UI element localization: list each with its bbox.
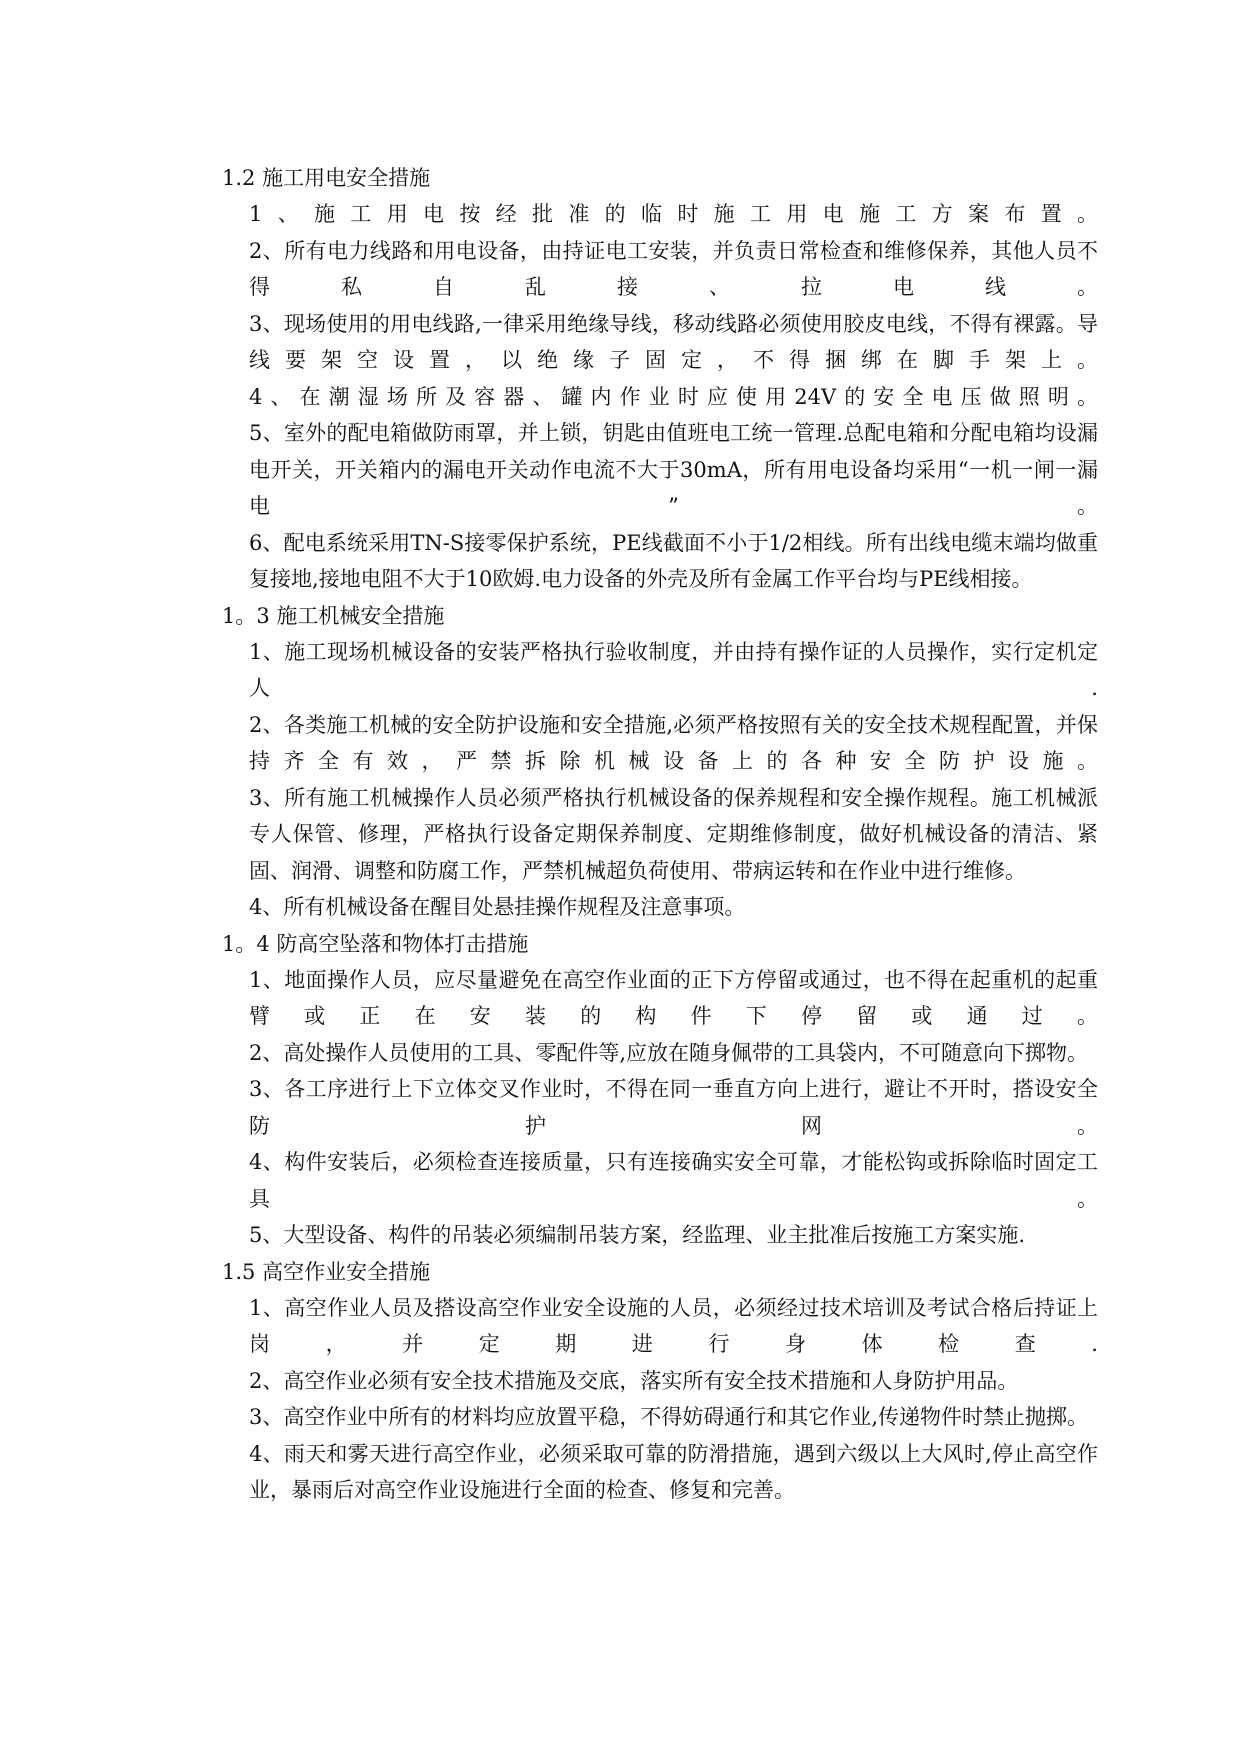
section-heading: 1。3 施工机械安全措施 [222,603,445,628]
paragraph: 3、现场使用的用电线路,一律采用绝缘导线，移动线路必须使用胶皮电线，不得有裸露。导线要架空设置，以绝缘子固定，不得捆绑在脚手架上。 [249,311,1098,372]
section-heading: 1。4 防高空坠落和物体打击措施 [222,931,529,956]
paragraph: 2、高处操作人员使用的工具、零配件等,应放在随身佩带的工具袋内，不可随意向下掷物。 [249,1040,1089,1065]
paragraph: 6、配电系统采用TN-S接零保护系统，PE线截面不小于1/2相线。所有出线电缆末端均做重复接地,接地电阻不大于10欧姆.电力设备的外壳及所有金属工作平台均与PE线相接。 [249,530,1098,591]
paragraph: 1、地面操作人员，应尽量避免在高空作业面的正下方停留或通过，也不得在起重机的起重臂或正在安装的构件下停留或通过。 [249,967,1098,1028]
document-body [222,160,1098,1509]
paragraph: 4、雨天和雾天进行高空作业，必须采取可靠的防滑措施，遇到六级以上大风时,停止高空作业，暴雨后对高空作业设施进行全面的检查、修复和完善。 [249,1441,1098,1502]
paragraph: 2、各类施工机械的安全防护设施和安全措施,必须严格按照有关的安全技术规程配置，并保持齐全有效，严禁拆除机械设备上的各种安全防护设施。 [249,712,1098,773]
paragraph: 5、大型设备、构件的吊装必须编制吊装方案，经监理、业主批准后按施工方案实施. [249,1223,1026,1247]
paragraph: 4、构件安装后，必须检查连接质量，只有连接确实安全可靠，才能松钩或拆除临时固定工具。 [249,1150,1098,1211]
section-work-at-height [222,1254,1098,1509]
paragraph: 5、室外的配电箱做防雨罩，并上锁，钥匙由值班电工统一管理.总配电箱和分配电箱均设漏电开关，开关箱内的漏电开关动作电流不大于30mA，所有用电设备均采用“一机一闸一漏电”。 [249,421,1098,518]
section-power-safety [222,160,1098,598]
section-heading: 1.2 施工用电安全措施 [222,166,431,190]
paragraph: 3、高空作业中所有的材料均应放置平稳，不得妨碍通行和其它作业,传递物件时禁止抛掷。 [249,1405,1089,1429]
paragraph: 2、高空作业必须有安全技术措施及交底，落实所有安全技术措施和人身防护用品。 [249,1368,1019,1393]
paragraph: 3、所有施工机械操作人员必须严格执行机械设备的保养规程和安全操作规程。施工机械派专人保管、修理，严格执行设备定期保养制度、定期维修制度，做好机械设备的清洁、紧固、润滑、调整和防腐工作，严禁机械超负荷使用、带病运转和在作业中进行维修。 [249,785,1098,883]
paragraph: 1、施工用电按经批准的临时施工用电施工方案布置。 [249,202,1098,226]
section-fall-protection [222,926,1098,1254]
paragraph: 3、各工序进行上下立体交叉作业时，不得在同一垂直方向上进行，避让不开时，搭设安全防护网。 [249,1077,1098,1138]
section-heading: 1.5 高空作业安全措施 [222,1259,431,1284]
paragraph: 2、所有电力线路和用电设备，由持证电工安装，并负责日常检查和维修保养，其他人员不得私自乱接、拉电线。 [249,238,1098,299]
paragraph: 4、在潮湿场所及容器、罐内作业时应使用24V的安全电压做照明。 [249,384,1098,409]
section-machinery-safety [222,598,1098,926]
paragraph: 1、高空作业人员及搭设高空作业安全设施的人员，必须经过技术培训及考试合格后持证上岗，并定期进行身体检查. [249,1295,1098,1356]
paragraph: 1、施工现场机械设备的安装严格执行验收制度，并由持有操作证的人员操作，实行定机定人. [249,639,1098,700]
paragraph: 4、所有机械设备在醒目处悬挂操作规程及注意事项。 [249,895,746,919]
